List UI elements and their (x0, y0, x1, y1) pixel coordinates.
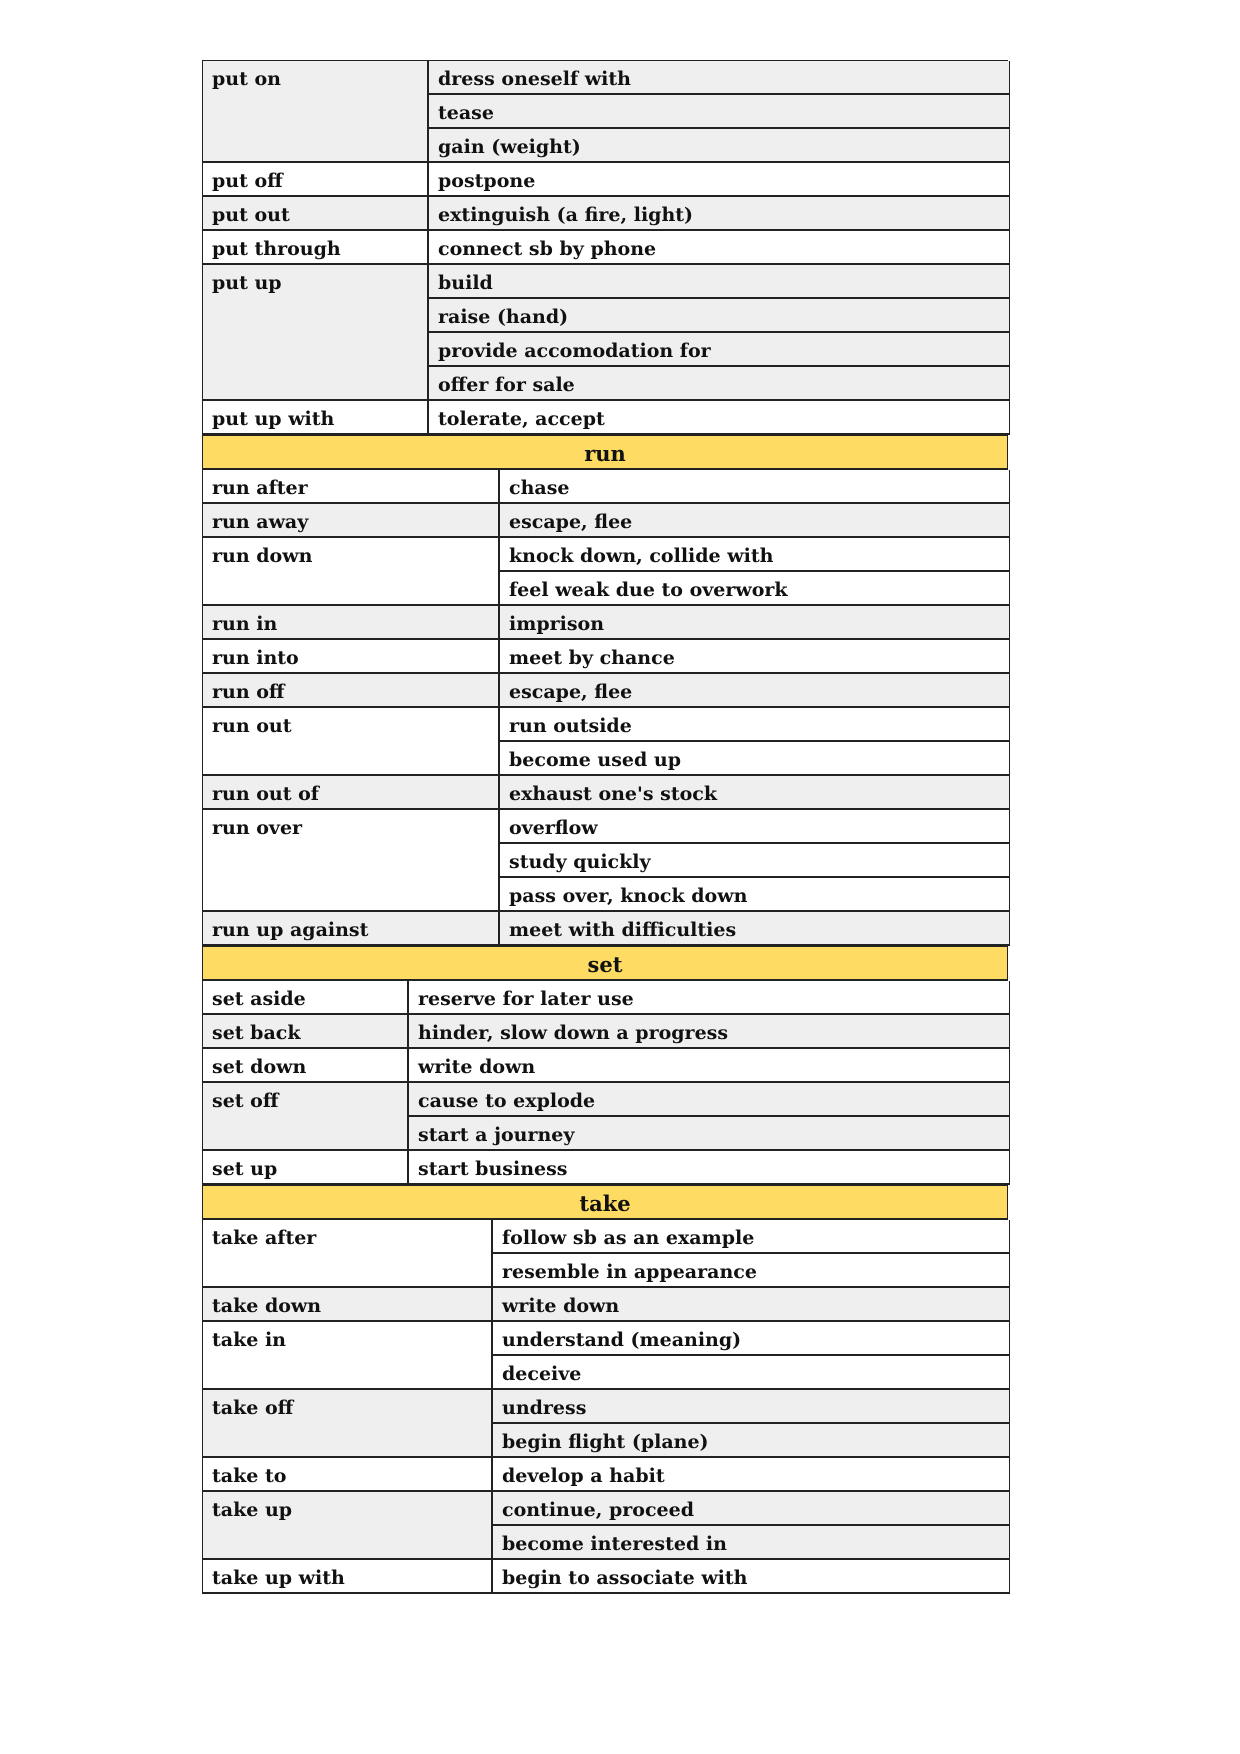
meaning-cell: begin flight (plane) (493, 1424, 1009, 1458)
phrasal-verb: put on (203, 61, 429, 163)
meanings (500, 810, 1009, 912)
phrasal-verb: put out (203, 197, 429, 231)
meanings (500, 674, 1009, 708)
meaning-cell: chase (500, 470, 1009, 504)
phrasal-verb: take up with (203, 1560, 493, 1594)
phrasal-verb: put up (203, 265, 429, 401)
meaning-cell: become interested in (493, 1526, 1009, 1560)
meaning-cell: connect sb by phone (429, 231, 1009, 265)
meaning-cell: dress oneself with (429, 61, 1009, 95)
meanings (409, 1083, 1009, 1151)
meaning-cell: start business (409, 1151, 1009, 1185)
meaning-cell: exhaust one's stock (500, 776, 1009, 810)
table-row (203, 197, 1009, 231)
meanings (493, 1288, 1009, 1322)
phrasal-verb: run up against (203, 912, 500, 946)
meaning-cell: extinguish (a fire, light) (429, 197, 1009, 231)
table-row (203, 606, 1009, 640)
section-rows (202, 981, 1010, 1185)
phrasal-verb: run down (203, 538, 500, 606)
phrasal-verb: run away (203, 504, 500, 538)
meanings (493, 1322, 1009, 1390)
table-row (203, 163, 1009, 197)
table-row (203, 708, 1009, 776)
table-row (203, 776, 1009, 810)
meanings (429, 61, 1009, 163)
meanings (429, 163, 1009, 197)
meaning-cell: gain (weight) (429, 129, 1009, 163)
phrasal-verb: set off (203, 1083, 409, 1151)
phrasal-verb: take after (203, 1220, 493, 1288)
phrasal-verb: run out (203, 708, 500, 776)
section-header: run (202, 435, 1008, 470)
phrasal-verb: take in (203, 1322, 493, 1390)
phrasal-verb: set aside (203, 981, 409, 1015)
table-row (203, 912, 1009, 946)
meaning-cell: begin to associate with (493, 1560, 1009, 1594)
table-row (203, 1458, 1009, 1492)
table-row (203, 1390, 1009, 1458)
phrasal-verb: take to (203, 1458, 493, 1492)
meaning-cell: continue, proceed (493, 1492, 1009, 1526)
table-row (203, 1492, 1009, 1560)
meaning-cell: understand (meaning) (493, 1322, 1009, 1356)
meaning-cell: become used up (500, 742, 1009, 776)
meanings (493, 1492, 1009, 1560)
meanings (500, 504, 1009, 538)
meaning-cell: raise (hand) (429, 299, 1009, 333)
table-row (203, 981, 1009, 1015)
meaning-cell: overflow (500, 810, 1009, 844)
meaning-cell: tolerate, accept (429, 401, 1009, 435)
section-header: take (202, 1185, 1008, 1220)
meanings (493, 1220, 1009, 1288)
meaning-cell: study quickly (500, 844, 1009, 878)
phrasal-verb: set back (203, 1015, 409, 1049)
meanings (409, 1151, 1009, 1185)
meaning-cell: start a journey (409, 1117, 1009, 1151)
table-row (203, 265, 1009, 401)
section-header: set (202, 946, 1008, 981)
meaning-cell: run outside (500, 708, 1009, 742)
meanings (429, 231, 1009, 265)
meaning-cell: postpone (429, 163, 1009, 197)
table-row (203, 61, 1009, 163)
phrasal-verb: run into (203, 640, 500, 674)
table-body (202, 61, 1008, 1594)
meaning-cell: knock down, collide with (500, 538, 1009, 572)
meaning-cell: hinder, slow down a progress (409, 1015, 1009, 1049)
phrasal-verb: run out of (203, 776, 500, 810)
meanings (493, 1390, 1009, 1458)
phrasal-verb: run over (203, 810, 500, 912)
meaning-cell: write down (409, 1049, 1009, 1083)
meanings (429, 401, 1009, 435)
table-row (203, 810, 1009, 912)
meaning-cell: feel weak due to overwork (500, 572, 1009, 606)
table-row (203, 674, 1009, 708)
table-row (203, 1015, 1009, 1049)
meanings (500, 606, 1009, 640)
meanings (500, 640, 1009, 674)
phrasal-verb: put through (203, 231, 429, 265)
phrasal-verb: take off (203, 1390, 493, 1458)
meanings (500, 708, 1009, 776)
phrasal-verb: run off (203, 674, 500, 708)
phrasal-verb: run in (203, 606, 500, 640)
meaning-cell: imprison (500, 606, 1009, 640)
meaning-cell: meet with difficulties (500, 912, 1009, 946)
meanings (500, 470, 1009, 504)
meanings (409, 1015, 1009, 1049)
phrasal-verb: run after (203, 470, 500, 504)
table-row (203, 231, 1009, 265)
meaning-cell: develop a habit (493, 1458, 1009, 1492)
section-rows (202, 1220, 1010, 1594)
table-row (203, 1220, 1009, 1288)
phrasal-verb: take down (203, 1288, 493, 1322)
meaning-cell: cause to explode (409, 1083, 1009, 1117)
meanings (500, 912, 1009, 946)
phrasal-verb: set up (203, 1151, 409, 1185)
table-row (203, 1560, 1009, 1594)
meaning-cell: escape, flee (500, 504, 1009, 538)
section-rows (202, 470, 1010, 946)
phrasal-verb: put up with (203, 401, 429, 435)
meaning-cell: offer for sale (429, 367, 1009, 401)
meanings (493, 1458, 1009, 1492)
meanings (500, 776, 1009, 810)
meaning-cell: write down (493, 1288, 1009, 1322)
table-row (203, 538, 1009, 606)
meanings (493, 1560, 1009, 1594)
meaning-cell: resemble in appearance (493, 1254, 1009, 1288)
meanings (500, 538, 1009, 606)
meaning-cell: pass over, knock down (500, 878, 1009, 912)
table-row (203, 1288, 1009, 1322)
meaning-cell: tease (429, 95, 1009, 129)
meanings (429, 265, 1009, 401)
phrasal-verb: put off (203, 163, 429, 197)
meaning-cell: reserve for later use (409, 981, 1009, 1015)
meaning-cell: build (429, 265, 1009, 299)
meanings (409, 1049, 1009, 1083)
table-row (203, 401, 1009, 435)
meanings (409, 981, 1009, 1015)
meaning-cell: undress (493, 1390, 1009, 1424)
meanings (429, 197, 1009, 231)
table-row (203, 1322, 1009, 1390)
section-rows (202, 61, 1010, 435)
table-row (203, 504, 1009, 538)
table-row (203, 640, 1009, 674)
table-row (203, 1083, 1009, 1151)
meaning-cell: provide accomodation for (429, 333, 1009, 367)
table-row (203, 1151, 1009, 1185)
table-row (203, 1049, 1009, 1083)
phrasal-verb: set down (203, 1049, 409, 1083)
phrasal-verb: take up (203, 1492, 493, 1560)
table-row (203, 470, 1009, 504)
meaning-cell: follow sb as an example (493, 1220, 1009, 1254)
phrasal-verb-table (202, 60, 1008, 1594)
meaning-cell: escape, flee (500, 674, 1009, 708)
meaning-cell: meet by chance (500, 640, 1009, 674)
meaning-cell: deceive (493, 1356, 1009, 1390)
